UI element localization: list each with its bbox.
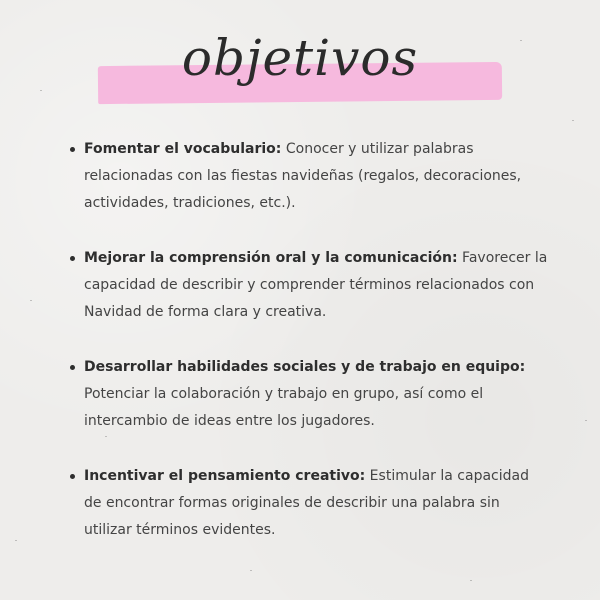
objectives-list <box>70 136 550 572</box>
list-item <box>70 245 550 326</box>
title-block <box>0 0 600 130</box>
item-text: Favorecer la capacidad de describir y comprender términos relacionados con Navidad de forma clara y creativa. <box>84 250 548 320</box>
bullet-icon <box>70 365 75 370</box>
page-title: objetivos <box>181 29 419 87</box>
item-text: Conocer y utilizar palabras relacionadas con las fiestas navideñas (regalos, decoraciones, actividades, tradiciones, etc.). <box>84 141 522 211</box>
item-title: Desarrollar habilidades sociales y de trabajo en equipo: <box>84 359 526 375</box>
item-title: Fomentar el vocabulario: <box>84 141 282 157</box>
bullet-icon <box>70 147 75 152</box>
item-title: Mejorar la comprensión oral y la comunicación: <box>84 250 458 266</box>
bullet-icon <box>70 474 75 479</box>
item-title: Incentivar el pensamiento creativo: <box>84 468 366 484</box>
item-text: Estimular la capacidad de encontrar formas originales de describir una palabra sin utilizar términos evidentes. <box>84 468 529 538</box>
bullet-icon <box>70 256 75 261</box>
paper-speck <box>30 300 32 301</box>
list-item <box>70 354 550 435</box>
list-item <box>70 136 550 217</box>
list-item <box>70 463 550 544</box>
paper-speck <box>585 420 587 421</box>
paper-speck <box>470 580 472 581</box>
paper-speck <box>15 540 17 541</box>
item-text: Potenciar la colaboración y trabajo en grupo, así como el intercambio de ideas entre los jugadores. <box>84 386 484 429</box>
